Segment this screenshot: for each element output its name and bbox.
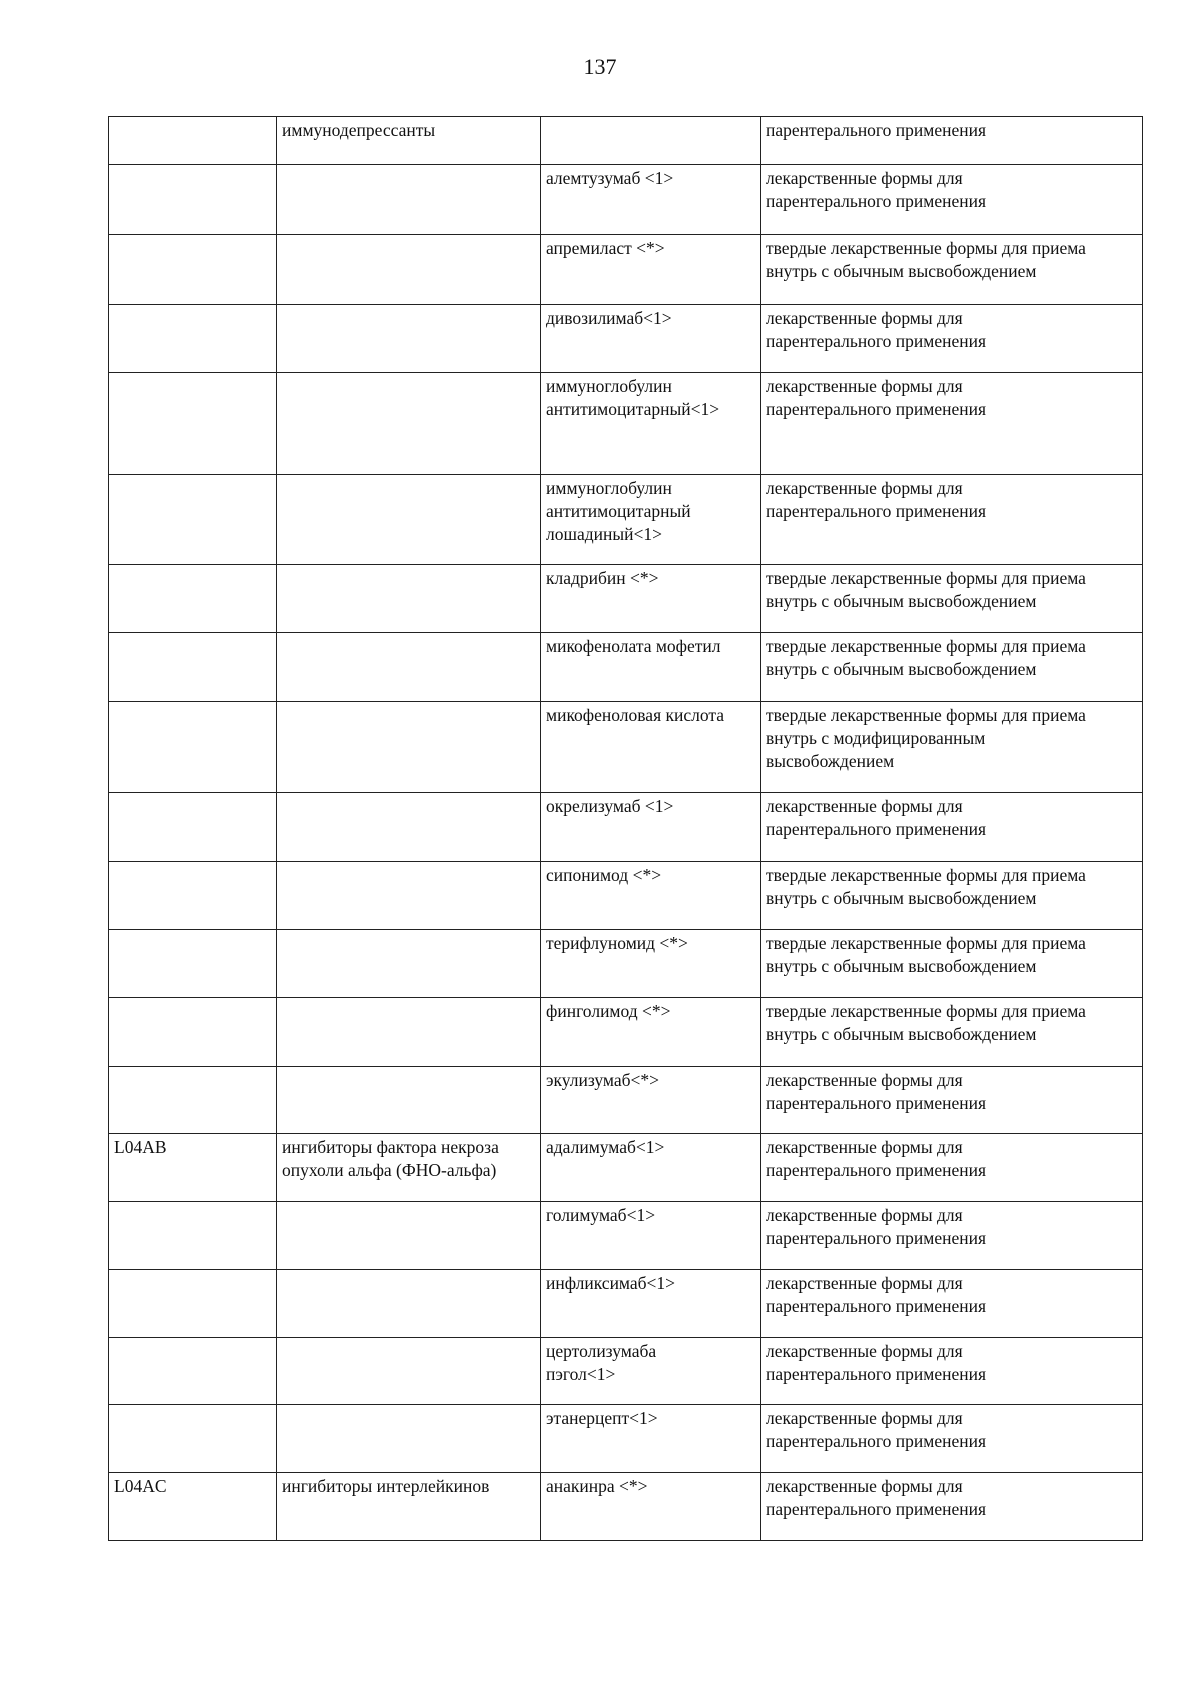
table-row: [109, 475, 1143, 565]
table-row: [109, 1134, 1143, 1202]
pharmacological-group-cell: [277, 793, 541, 862]
dosage-form-cell: лекарственные формы для парентерального применения: [761, 165, 1143, 235]
dosage-form-cell: твердые лекарственные формы для приема внутрь с обычным высвобождением: [761, 565, 1143, 633]
pharmacological-group-cell: [277, 1202, 541, 1270]
dosage-form-cell: твердые лекарственные формы для приема внутрь с обычным высвобождением: [761, 930, 1143, 998]
drug-name-cell: дивозилимаб<1>: [541, 305, 761, 373]
atc-code-cell: [109, 1338, 277, 1405]
pharmacological-group-cell: [277, 565, 541, 633]
drug-name-cell: инфликсимаб<1>: [541, 1270, 761, 1338]
pharmacological-group-cell: [277, 475, 541, 565]
drug-name-cell: микофеноловая кислота: [541, 702, 761, 793]
table-row: [109, 633, 1143, 702]
drug-table: [108, 116, 1143, 1541]
table-row: [109, 1405, 1143, 1473]
atc-code-cell: [109, 702, 277, 793]
pharmacological-group-cell: иммунодепрессанты: [277, 117, 541, 165]
pharmacological-group-cell: [277, 305, 541, 373]
pharmacological-group-cell: [277, 998, 541, 1067]
pharmacological-group-cell: [277, 165, 541, 235]
table-row: [109, 998, 1143, 1067]
atc-code-cell: [109, 475, 277, 565]
table-row: [109, 702, 1143, 793]
table-row: [109, 373, 1143, 475]
dosage-form-cell: твердые лекарственные формы для приема внутрь с обычным высвобождением: [761, 235, 1143, 305]
drug-name-cell: иммуноглобулин антитимоцитарный<1>: [541, 373, 761, 475]
drug-name-cell: микофенолата мофетил: [541, 633, 761, 702]
dosage-form-cell: лекарственные формы для парентерального применения: [761, 793, 1143, 862]
pharmacological-group-cell: ингибиторы интерлейкинов: [277, 1473, 541, 1541]
atc-code-cell: [109, 165, 277, 235]
dosage-form-cell: лекарственные формы для парентерального применения: [761, 1338, 1143, 1405]
pharmacological-group-cell: [277, 1067, 541, 1134]
atc-code-cell: L04AB: [109, 1134, 277, 1202]
pharmacological-group-cell: [277, 1405, 541, 1473]
dosage-form-cell: лекарственные формы для парентерального применения: [761, 1067, 1143, 1134]
drug-name-cell: голимумаб<1>: [541, 1202, 761, 1270]
pharmacological-group-cell: ингибиторы фактора некроза опухоли альфа (ФНО-альфа): [277, 1134, 541, 1202]
drug-name-cell: этанерцепт<1>: [541, 1405, 761, 1473]
atc-code-cell: [109, 1202, 277, 1270]
atc-code-cell: [109, 235, 277, 305]
atc-code-cell: [109, 117, 277, 165]
dosage-form-cell: твердые лекарственные формы для приема внутрь с обычным высвобождением: [761, 862, 1143, 930]
dosage-form-cell: лекарственные формы для парентерального применения: [761, 373, 1143, 475]
drug-name-cell: апремиласт <*>: [541, 235, 761, 305]
atc-code-cell: [109, 998, 277, 1067]
pharmacological-group-cell: [277, 633, 541, 702]
drug-name-cell: финголимод <*>: [541, 998, 761, 1067]
atc-code-cell: [109, 373, 277, 475]
table-row: [109, 235, 1143, 305]
atc-code-cell: [109, 930, 277, 998]
drug-name-cell: экулизумаб<*>: [541, 1067, 761, 1134]
drug-name-cell: терифлуномид <*>: [541, 930, 761, 998]
atc-code-cell: [109, 305, 277, 373]
table-row: [109, 1338, 1143, 1405]
table-row: [109, 305, 1143, 373]
table-row: [109, 793, 1143, 862]
table-row: [109, 117, 1143, 165]
pharmacological-group-cell: [277, 1338, 541, 1405]
pharmacological-group-cell: [277, 373, 541, 475]
table-row: [109, 862, 1143, 930]
drug-name-cell: иммуноглобулин антитимоцитарный лошадиный<1>: [541, 475, 761, 565]
table-row: [109, 1202, 1143, 1270]
dosage-form-cell: парентерального применения: [761, 117, 1143, 165]
atc-code-cell: [109, 1405, 277, 1473]
drug-name-cell: анакинра <*>: [541, 1473, 761, 1541]
dosage-form-cell: лекарственные формы для парентерального применения: [761, 1134, 1143, 1202]
page-number: 137: [583, 54, 617, 79]
table-row: [109, 165, 1143, 235]
pharmacological-group-cell: [277, 930, 541, 998]
table-row: [109, 1473, 1143, 1541]
table-body: [109, 117, 1143, 1541]
pharmacological-group-cell: [277, 862, 541, 930]
pharmacological-group-cell: [277, 702, 541, 793]
drug-name-cell: сипонимод <*>: [541, 862, 761, 930]
drug-name-cell: адалимумаб<1>: [541, 1134, 761, 1202]
dosage-form-cell: твердые лекарственные формы для приема внутрь с обычным высвобождением: [761, 998, 1143, 1067]
dosage-form-cell: лекарственные формы для парентерального применения: [761, 475, 1143, 565]
table-row: [109, 930, 1143, 998]
dosage-form-cell: лекарственные формы для парентерального применения: [761, 1405, 1143, 1473]
table-row: [109, 565, 1143, 633]
dosage-form-cell: лекарственные формы для парентерального применения: [761, 305, 1143, 373]
atc-code-cell: L04AC: [109, 1473, 277, 1541]
atc-code-cell: [109, 1067, 277, 1134]
atc-code-cell: [109, 633, 277, 702]
dosage-form-cell: твердые лекарственные формы для приема внутрь с обычным высвобождением: [761, 633, 1143, 702]
table-row: [109, 1067, 1143, 1134]
drug-name-cell: алемтузумаб <1>: [541, 165, 761, 235]
dosage-form-cell: лекарственные формы для парентерального применения: [761, 1270, 1143, 1338]
atc-code-cell: [109, 565, 277, 633]
pharmacological-group-cell: [277, 235, 541, 305]
drug-name-cell: кладрибин <*>: [541, 565, 761, 633]
atc-code-cell: [109, 862, 277, 930]
dosage-form-cell: лекарственные формы для парентерального применения: [761, 1202, 1143, 1270]
atc-code-cell: [109, 793, 277, 862]
dosage-form-cell: твердые лекарственные формы для приема внутрь с модифицированным высвобождением: [761, 702, 1143, 793]
dosage-form-cell: лекарственные формы для парентерального применения: [761, 1473, 1143, 1541]
table-row: [109, 1270, 1143, 1338]
drug-name-cell: цертолизумаба пэгол<1>: [541, 1338, 761, 1405]
pharmacological-group-cell: [277, 1270, 541, 1338]
drug-name-cell: окрелизумаб <1>: [541, 793, 761, 862]
atc-code-cell: [109, 1270, 277, 1338]
drug-name-cell: [541, 117, 761, 165]
